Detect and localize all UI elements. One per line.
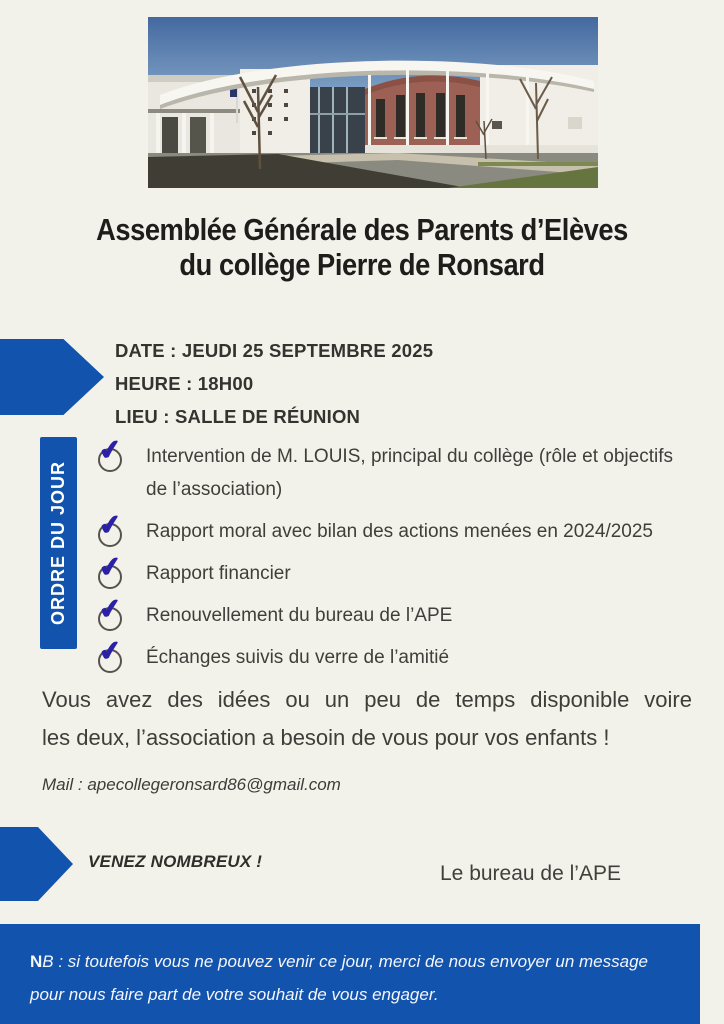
arrow-shape-top [0, 339, 104, 415]
title-line1: Assemblée Générale des Parents d’Elèves [96, 212, 628, 247]
event-date: DATE : JEUDI 25 SEPTEMBRE 2025 [115, 340, 434, 361]
college-photo [148, 17, 598, 188]
agenda-banner-label: ORDRE DU JOUR [48, 460, 68, 625]
bureau-signature: Le bureau de l’APE [440, 862, 621, 885]
event-time: HEURE : 18H00 [115, 373, 254, 394]
title-line2: du collège Pierre de Ronsard [179, 247, 545, 282]
check-icon: ✔ [98, 601, 128, 631]
page-title [43, 212, 680, 282]
check-icon: ✔ [98, 643, 128, 673]
footer-text: B : si toutefois vous ne pouvez venir ce jour, merci de nous envoyer un message pour nous faire part de votre souhait de vous engager. [30, 952, 648, 1004]
footer-note-text [30, 945, 686, 1011]
agenda-item [96, 433, 683, 506]
agenda-item-text: Rapport moral avec bilan des actions menées en 2024/2025 [146, 521, 653, 542]
agenda-banner [40, 437, 77, 649]
appeal-text [42, 681, 692, 757]
venez-nombreux-text: VENEZ NOMBREUX ! [88, 852, 263, 871]
footer-note [0, 924, 700, 1024]
agenda-item-text: Renouvellement du bureau de l’APE [146, 605, 453, 626]
agenda-item [96, 634, 683, 674]
agenda-item-text: Échanges suivis du verre de l’amitié [146, 647, 450, 668]
nb-prefix: N [30, 952, 43, 971]
appeal-line2: les deux, l’association a besoin de vous pour vos enfants ! [42, 725, 610, 750]
check-icon: ✔ [98, 517, 128, 547]
appeal-line1: Vous avez des idées ou un peu de temps disponible voire [42, 687, 692, 712]
check-icon: ✔ [98, 442, 128, 472]
school-building-illustration [148, 17, 598, 188]
event-place: LIEU : SALLE DE RÉUNION [115, 406, 361, 427]
agenda-list [96, 433, 683, 683]
agenda-item [96, 592, 683, 632]
event-details [115, 334, 433, 433]
contact-email: Mail : apecollegeronsard86@gmail.com [42, 775, 341, 794]
agenda-item-text: Intervention de M. LOUIS, principal du collège (rôle et objectifs de l’association) [146, 446, 673, 500]
agenda-item [96, 550, 683, 590]
arrow-shape-bottom [0, 827, 73, 901]
agenda-item-text: Rapport financier [146, 563, 291, 584]
check-icon: ✔ [98, 559, 128, 589]
agenda-item [96, 508, 683, 548]
